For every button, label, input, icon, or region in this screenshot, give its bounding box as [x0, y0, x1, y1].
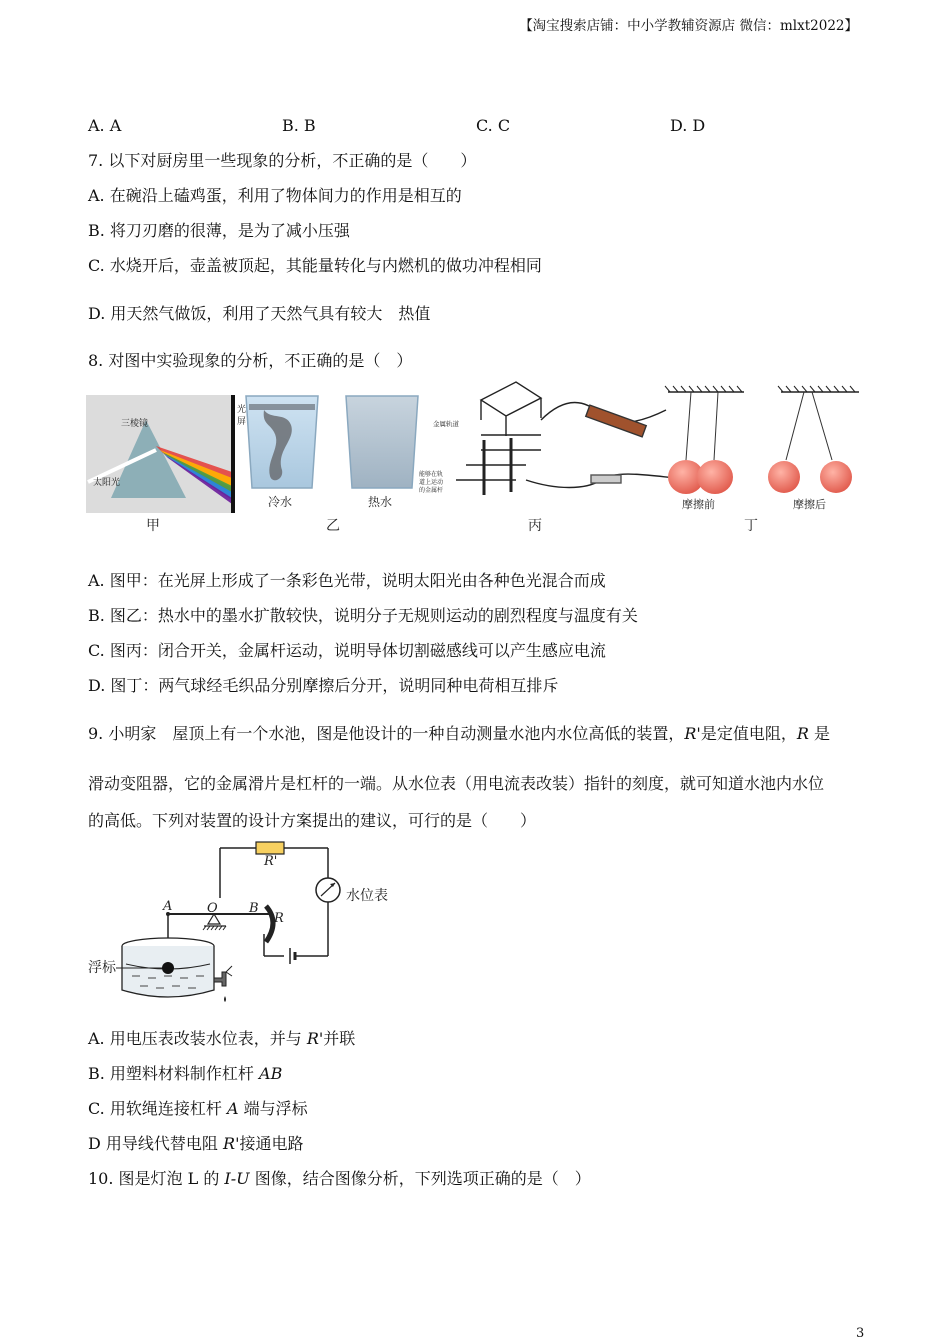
- cold-water-label: 冷水: [268, 495, 293, 509]
- balloon-before-2: [697, 460, 733, 494]
- hot-water-cup: [346, 396, 418, 488]
- faucet: [214, 972, 226, 986]
- q8-figure: [86, 380, 866, 540]
- before-label: 摩擦前: [682, 498, 715, 511]
- caption-bing: 丙: [528, 518, 542, 534]
- q8-option-c: C. 图丙：闭合开关，金属杆运动，说明导体切割磁感线可以产生感应电流: [88, 641, 606, 660]
- water-drop: [224, 996, 226, 1002]
- page-number: 3: [856, 1326, 865, 1341]
- q9-option-c: C. 用软绳连接杠杆 A 端与浮标: [88, 1099, 308, 1118]
- prev-option-d: D. D: [670, 116, 706, 135]
- label-r-prime: R': [264, 854, 278, 869]
- caption-jia: 甲: [146, 518, 160, 534]
- q8-option-a: A. 图甲：在光屏上形成了一条彩色光带，说明太阳光由各种色光混合而成: [88, 571, 606, 590]
- q9-figure: [86, 838, 406, 1013]
- q10-stem: 10. 图是灯泡 L 的 I-U 图像，结合图像分析，下列选项正确的是（ ）: [88, 1169, 591, 1188]
- screen-label-2: 屏: [237, 417, 247, 427]
- label-meter: 水位表: [346, 888, 388, 904]
- prev-option-b: B. B: [282, 116, 316, 135]
- string-before-2: [714, 392, 718, 460]
- switch: [591, 475, 621, 483]
- string-after-1: [786, 392, 804, 460]
- q7-option-b: B. 将刀刃磨的很薄，是为了减小压强: [88, 221, 350, 240]
- resistor-r-prime: [256, 842, 284, 854]
- rheostat-R: [266, 906, 273, 942]
- ink-surface-cold: [249, 404, 315, 410]
- string-after-2: [812, 392, 832, 460]
- magnet-top: [481, 382, 541, 436]
- q8-stem: 8. 对图中实验现象的分析，不正确的是（ ）: [88, 351, 413, 370]
- q8-option-d: D. 图丁：两气球经毛织品分别摩擦后分开，说明同种电荷相互排斥: [88, 676, 559, 695]
- prev-option-a: A. A: [88, 116, 122, 135]
- page-header: 【淘宝搜索店铺：中小学教辅资源店 微信：mlxt2022】: [519, 18, 858, 34]
- balloons-panel: [665, 386, 859, 511]
- q9-option-d: D 用导线代替电阻 R'接通电路: [88, 1134, 304, 1153]
- balloon-after-1: [768, 461, 800, 493]
- screen-label-1: 光: [237, 405, 247, 415]
- q7-option-c: C. 水烧开后，壶盖被顶起，其能量转化与内燃机的做功冲程相同: [88, 256, 542, 275]
- rod-label-2: 道上运动: [419, 479, 444, 486]
- q9-option-b: B. 用塑料材料制作杠杆 AB: [88, 1064, 283, 1083]
- label-float: 浮标: [88, 960, 116, 976]
- prism-label: 三棱镜: [121, 419, 149, 429]
- faucet-handle: [226, 966, 232, 976]
- rod-label-3: 的金属杆: [419, 487, 444, 494]
- prism-panel: [86, 395, 246, 513]
- sunlight-label: 太阳光: [93, 478, 121, 488]
- q9-line2: 滑动变阻器，它的金属滑片是杠杆的一端。从水位表（用电流表改装）指针的刻度，就可知道水池内水位: [88, 774, 825, 793]
- caption-ding: 丁: [744, 518, 758, 534]
- rails-panel: [419, 382, 676, 495]
- q9-line3: 的高低。下列对装置的设计方案提出的建议，可行的是（ ）: [88, 811, 537, 830]
- q9-line1: 9. 小明家 屋顶上有一个水池，图是他设计的一种自动测量水池内水位高低的装置，R'是定值电阻，R 是: [88, 724, 830, 743]
- rails: [456, 435, 541, 480]
- diffusion-panel: [246, 396, 418, 509]
- caption-yi: 乙: [326, 518, 340, 534]
- q7-option-d: D. 用天然气做饭，利用了天然气具有较大 热值: [88, 304, 431, 323]
- ceiling-hatch-after: [778, 386, 855, 392]
- after-label: 摩擦后: [793, 498, 826, 511]
- q7-option-a: A. 在碗沿上磕鸡蛋，利用了物体间力的作用是相互的: [88, 186, 462, 205]
- prev-option-c: C. C: [476, 116, 511, 135]
- q8-option-b: B. 图乙：热水中的墨水扩散较快，说明分子无规则运动的剧烈程度与温度有关: [88, 606, 638, 625]
- light-screen: [231, 395, 235, 513]
- label-O: O: [207, 901, 218, 916]
- ceiling-hatch-before: [665, 386, 742, 392]
- string-before-1: [686, 392, 691, 460]
- rail-label: 金属轨道: [433, 420, 459, 428]
- hot-water-label: 热水: [368, 495, 393, 509]
- label-A: A: [163, 899, 173, 914]
- balloon-after-2: [820, 461, 852, 493]
- float-ball: [162, 962, 174, 974]
- rod-label-1: 能够在轨: [419, 471, 444, 478]
- label-R: R: [274, 911, 284, 926]
- label-B: B: [249, 901, 259, 916]
- q9-option-a: A. 用电压表改装水位表，并与 R'并联: [88, 1029, 356, 1048]
- q7-stem: 7. 以下对厨房里一些现象的分析，不正确的是（ ）: [88, 151, 477, 170]
